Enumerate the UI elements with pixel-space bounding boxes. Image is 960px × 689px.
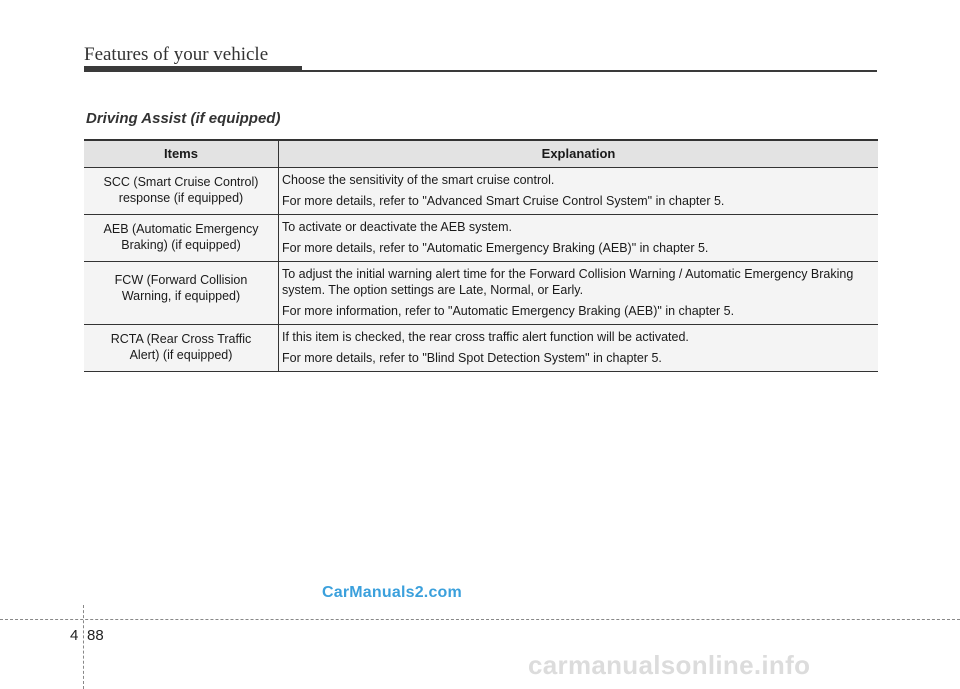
item-cell — [84, 215, 279, 262]
explanation-text: For more details, refer to "Automatic Emergency Braking (AEB)" in chapter 5. — [282, 241, 709, 255]
explanation-text: For more details, refer to "Blind Spot Detection System" in chapter 5. — [282, 351, 662, 365]
item-cell — [84, 168, 279, 215]
item-text: FCW (Forward Collision — [114, 273, 248, 287]
item-text: Warning, if equipped) — [121, 289, 241, 303]
table-header-row — [84, 140, 878, 168]
column-header-explanation: Explanation — [279, 140, 879, 168]
explanation-text: To activate or deactivate the AEB system. — [282, 220, 512, 234]
footer-vertical-divider — [83, 605, 84, 689]
explanation-text: If this item is checked, the rear cross traffic alert function will be activated. — [282, 330, 689, 344]
explanation-text: Choose the sensitivity of the smart cruise control. — [282, 173, 555, 187]
item-text: AEB (Automatic Emergency — [103, 222, 259, 236]
table-row — [84, 168, 878, 215]
item-text: Alert) (if equipped) — [129, 348, 233, 362]
page-header-title: Features of your vehicle — [84, 44, 269, 65]
page-number: 88 — [87, 627, 104, 644]
item-cell — [84, 325, 279, 372]
item-cell — [84, 262, 279, 325]
header-rule-thick — [84, 66, 302, 72]
table-row — [84, 325, 878, 372]
item-text: RCTA (Rear Cross Traffic — [110, 332, 252, 346]
section-title: Driving Assist (if equipped) — [86, 110, 281, 127]
item-text: response (if equipped) — [118, 191, 244, 205]
explanation-cell — [279, 262, 879, 325]
explanation-text: To adjust the initial warning alert time for the Forward Collision Warning / Automatic Emergency Braking system. The option settings are Late, Normal, or Early. — [282, 267, 854, 297]
table-row — [84, 215, 878, 262]
item-text: SCC (Smart Cruise Control) — [103, 175, 259, 189]
column-header-items: Items — [84, 140, 279, 168]
header-rule-thin — [302, 70, 877, 72]
chapter-number: 4 — [70, 627, 79, 644]
watermark-carmanualsonline[interactable]: carmanualsonline.info — [528, 650, 811, 680]
explanation-cell — [279, 168, 879, 215]
table-row — [84, 262, 878, 325]
watermark-carmanuals2[interactable]: CarManuals2.com — [322, 584, 462, 601]
driving-assist-table — [84, 139, 878, 372]
item-text: Braking) (if equipped) — [121, 238, 241, 252]
explanation-cell — [279, 215, 879, 262]
explanation-text: For more details, refer to "Advanced Smart Cruise Control System" in chapter 5. — [282, 194, 725, 208]
explanation-cell — [279, 325, 879, 372]
explanation-text: For more information, refer to "Automatic Emergency Braking (AEB)" in chapter 5. — [282, 304, 735, 318]
footer-divider — [0, 619, 960, 620]
